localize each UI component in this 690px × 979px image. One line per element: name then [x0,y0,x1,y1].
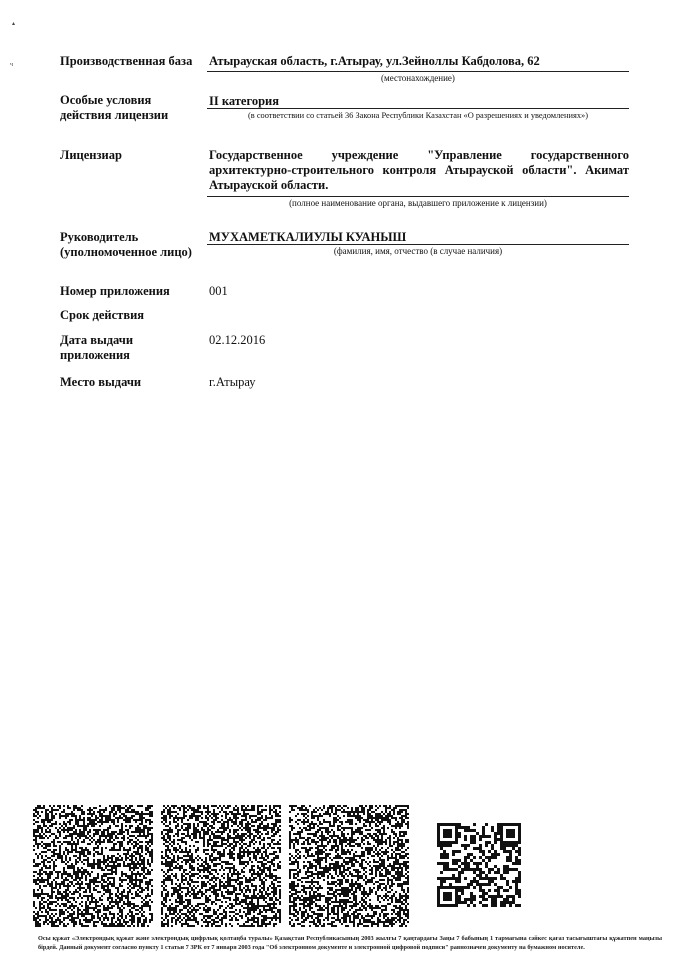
licensor-value: Государственное учреждение "Управление государственного архитектурно-строительного контроля Атырауской области". Акимат Атырауской области. [209,148,629,192]
base-label: Производственная база [60,54,193,68]
conditions-caption: (в соответствии со статьей 36 Закона Республики Казахстан «О разрешениях и уведомлениях») [247,111,588,120]
base-value: Атырауская область, г.Атырау, ул.Зейноллы Кабдолова, 62 [209,54,540,68]
barcode-2 [161,805,281,927]
issue-date-value: 02.12.2016 [209,333,266,347]
barcode-3 [289,805,409,927]
head-rule [207,244,629,245]
issue-date-label [60,333,133,363]
issue-place-label: Место выдачи [60,375,142,389]
issue-date-label-line2: приложения [60,348,130,362]
issue-place-value: г.Атырау [209,375,256,389]
head-label-line1: Руководитель [60,230,139,244]
validity-label: Срок действия [60,308,145,322]
conditions-label-line2: действия лицензии [60,108,169,122]
base-caption: (местонахождение) [381,73,455,83]
head-label [60,230,192,260]
licensor-label: Лицензиар [60,148,122,162]
conditions-label-line1: Особые условия [60,93,152,107]
conditions-label [60,93,168,123]
conditions-rule [207,108,629,109]
licensor-rule [207,196,629,197]
margin-mark: ▴ [12,21,16,27]
head-value: МУХАМЕТКАЛИУЛЫ КУАНЫШ [209,230,407,244]
margin-mark: ч [10,62,14,68]
footer-legal-text: Осы құжат «Электрондық құжат және электрондық цифрлық қолтаңба туралы» Қазақстан Республикасының 2003 жылғы 7 қаңтардағы Заңы 7 бабының 1 тармағына сәйкес қағаз тасығыштағы құжатпен маңызы бірдей. Данный документ согласно пункту 1 статьи 7 ЗРК от 7 января 2003 года "Об электронном документе и электронной цифровой подписи" равнозначен документу на бумажном носителе. [38,935,662,951]
appendix-number-value: 001 [209,284,228,298]
issue-date-label-line1: Дата выдачи [60,333,134,347]
qr-code [437,823,521,907]
barcode-1 [33,805,153,927]
base-rule [207,71,629,72]
head-label-line2: (уполномоченное лицо) [60,245,192,259]
head-caption: (фамилия, имя, отчество (в случае наличия) [333,246,503,256]
conditions-value: II категория [209,94,280,108]
appendix-number-label: Номер приложения [60,284,170,298]
licensor-caption: (полное наименование органа, выдавшего приложение к лицензии) [289,198,547,208]
